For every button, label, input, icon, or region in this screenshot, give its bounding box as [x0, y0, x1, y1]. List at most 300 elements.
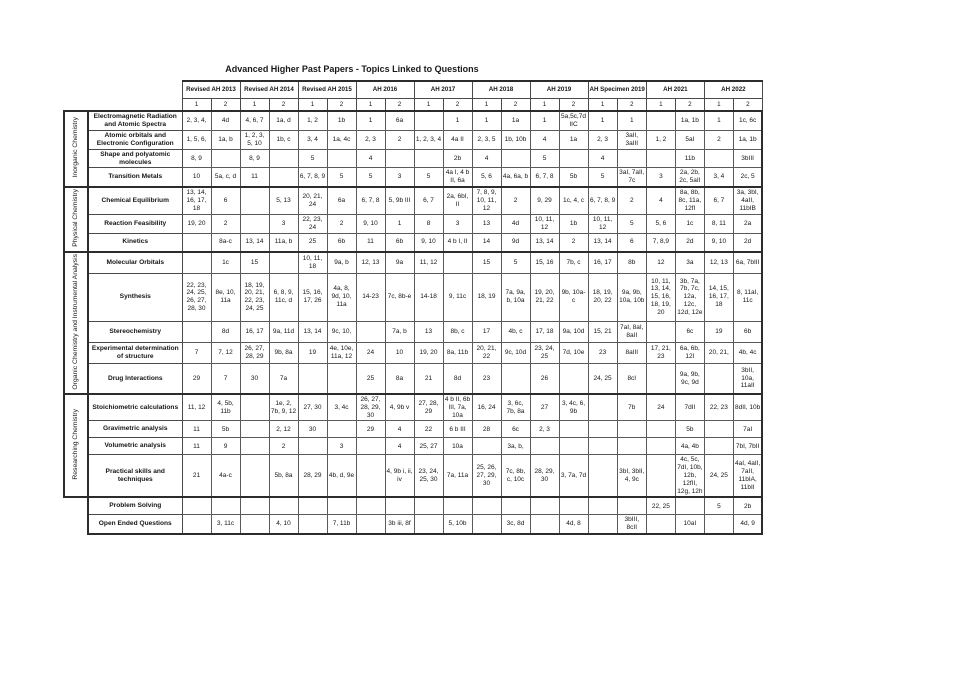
question-cell — [240, 455, 269, 497]
table-row — [64, 342, 762, 363]
question-cell — [501, 149, 530, 168]
question-cell — [704, 421, 733, 438]
question-cell: 6, 7, 8 — [356, 187, 385, 215]
question-cell: 8d — [211, 321, 240, 342]
year-header: Revised AH 2014 — [240, 81, 298, 99]
question-cell: 10, 11, 12 — [588, 215, 617, 234]
question-cell — [559, 438, 588, 455]
question-cell: 1 — [530, 111, 559, 130]
question-cell: 8aIII — [617, 342, 646, 363]
question-cell: 28 — [472, 421, 501, 438]
question-cell — [356, 497, 385, 515]
question-cell: 30 — [240, 363, 269, 394]
question-cell: 5, 13 — [269, 187, 298, 215]
question-cell — [617, 149, 646, 168]
question-cell — [240, 421, 269, 438]
question-cell: 3, 4c, 6, 9b — [559, 394, 588, 421]
question-cell: 7, 12 — [211, 342, 240, 363]
question-cell — [588, 394, 617, 421]
question-cell — [588, 497, 617, 515]
question-cell: 6b — [327, 234, 356, 252]
question-cell: 13, 14, 16, 17, 18 — [182, 187, 211, 215]
question-cell — [298, 515, 327, 534]
question-cell — [240, 497, 269, 515]
question-cell: 4, 6, 7 — [240, 111, 269, 130]
question-cell: 2b — [443, 149, 472, 168]
question-cell — [385, 497, 414, 515]
question-cell: 3 — [646, 168, 675, 187]
category-label: Inorganic Chemistry — [71, 117, 79, 178]
question-cell — [327, 149, 356, 168]
question-cell: 18, 19, 20, 22 — [588, 273, 617, 321]
question-cell: 4 b II, 6b III, 7a, 10a — [443, 394, 472, 421]
question-cell: 3bIII — [733, 149, 762, 168]
question-cell — [617, 421, 646, 438]
question-cell: 9a, 9b, 10a, 10b — [617, 273, 646, 321]
question-cell: 1b, 10b — [501, 130, 530, 149]
question-cell: 7, 8,9 — [646, 234, 675, 252]
table-row — [64, 273, 762, 321]
question-cell: 1e, 2, 7b, 9, 12 — [269, 394, 298, 421]
question-cell: 13, 14 — [298, 321, 327, 342]
question-cell: 1a, 1b — [733, 130, 762, 149]
question-cell: 22, 23, 24, 25, 26, 27, 28, 30 — [182, 273, 211, 321]
question-cell: 20, 21, 22 — [472, 342, 501, 363]
question-cell: 7aI, 8aI, 8aII — [617, 321, 646, 342]
question-cell: 4e, 10e, 11a, 12 — [327, 342, 356, 363]
question-cell: 9, 10 — [414, 234, 443, 252]
question-cell: 4c, 5c, 7dI, 10b, 12b, 12fII, 12g, 12h — [675, 455, 704, 497]
paper-header: 1 — [530, 99, 559, 112]
topic-label: Stoichiometric calculations — [88, 394, 182, 421]
question-cell — [646, 515, 675, 534]
paper-header: 2 — [733, 99, 762, 112]
question-cell: 27, 30 — [298, 394, 327, 421]
topic-label: Electromagnetic Radiation and Atomic Spectra — [88, 111, 182, 130]
topic-label: Transition Metals — [88, 168, 182, 187]
question-cell: 5, 6 — [472, 168, 501, 187]
question-cell: 29 — [356, 421, 385, 438]
question-cell: 5b, 8a — [269, 455, 298, 497]
question-cell — [269, 149, 298, 168]
question-cell: 16, 17 — [240, 321, 269, 342]
question-cell: 9, 29 — [530, 187, 559, 215]
question-cell: 8a, 11b — [443, 342, 472, 363]
question-cell — [646, 111, 675, 130]
question-cell: 4 — [530, 130, 559, 149]
question-cell: 18, 19, 20, 21, 22, 23, 24, 25 — [240, 273, 269, 321]
question-cell: 7a, 9a, b, 10a — [501, 273, 530, 321]
question-cell — [704, 149, 733, 168]
paper-header: 2 — [385, 99, 414, 112]
question-cell: 10, 11, 12 — [530, 215, 559, 234]
question-cell: 16, 17 — [588, 252, 617, 274]
question-cell: 6 — [211, 187, 240, 215]
question-cell: 5 — [327, 168, 356, 187]
question-cell: 3bIII, 8cII — [617, 515, 646, 534]
question-cell: 24, 25 — [588, 363, 617, 394]
question-cell: 1a, 1b — [675, 111, 704, 130]
question-cell: 2 — [501, 187, 530, 215]
question-cell: 2, 3, 5 — [472, 130, 501, 149]
question-cell: 4, 9b i, ii, iv — [385, 455, 414, 497]
paper-header: 1 — [240, 99, 269, 112]
question-cell: 14-18 — [414, 273, 443, 321]
question-cell: 4a I, 4 b II, 6a — [443, 168, 472, 187]
question-cell: 22 — [414, 421, 443, 438]
year-header: AH 2017 — [414, 81, 472, 99]
question-cell — [240, 438, 269, 455]
question-cell: 2a — [733, 215, 762, 234]
past-papers-table — [63, 80, 763, 535]
question-cell: 5b — [559, 168, 588, 187]
question-cell: 1, 5, 6, — [182, 130, 211, 149]
question-cell — [414, 111, 443, 130]
question-cell: 4b, c — [501, 321, 530, 342]
question-cell: 7, 11b — [327, 515, 356, 534]
question-cell: 7b, c — [559, 252, 588, 274]
question-cell — [414, 515, 443, 534]
question-cell: 6c — [675, 321, 704, 342]
question-cell — [646, 421, 675, 438]
question-cell: 3b, 7a, 7b, 7c, 12a, 12c, 12d, 12e — [675, 273, 704, 321]
table-row — [64, 394, 762, 421]
question-cell: 27, 28, 29 — [414, 394, 443, 421]
question-cell: 2, 3 — [356, 130, 385, 149]
question-cell: 1b — [327, 111, 356, 130]
question-cell — [704, 438, 733, 455]
question-cell: 3 — [443, 215, 472, 234]
question-cell: 4a, 4b — [675, 438, 704, 455]
question-cell: 6, 8, 9, 11c, d — [269, 273, 298, 321]
question-cell — [501, 363, 530, 394]
question-cell: 1b — [559, 215, 588, 234]
paper-header: 1 — [646, 99, 675, 112]
question-cell: 2, 3 — [588, 130, 617, 149]
question-cell: 14, 15, 16, 17, 18 — [704, 273, 733, 321]
question-cell: 15 — [472, 252, 501, 274]
question-cell: 3, 11c — [211, 515, 240, 534]
paper-header: 1 — [182, 99, 211, 112]
question-cell — [472, 438, 501, 455]
question-cell: 1 — [356, 111, 385, 130]
question-cell: 5aI — [675, 130, 704, 149]
question-cell — [646, 438, 675, 455]
question-cell — [298, 363, 327, 394]
question-cell — [588, 438, 617, 455]
question-cell: 9c, 10, — [327, 321, 356, 342]
question-cell: 24, 25 — [704, 455, 733, 497]
question-cell — [327, 421, 356, 438]
year-header: AH 2022 — [704, 81, 762, 99]
question-cell: 2 — [269, 438, 298, 455]
question-cell: 1 — [472, 111, 501, 130]
question-cell: 3c, 8d — [501, 515, 530, 534]
table-row — [64, 168, 762, 187]
question-cell — [327, 363, 356, 394]
question-cell: 5b — [675, 421, 704, 438]
topic-label: Problem Solving — [88, 497, 182, 515]
question-cell: 8, 11aI, 11c — [733, 273, 762, 321]
question-cell — [240, 394, 269, 421]
question-cell — [530, 497, 559, 515]
question-cell: 24 — [646, 394, 675, 421]
question-cell: 1 — [385, 215, 414, 234]
category-cell — [64, 111, 88, 187]
question-cell: 3 — [269, 215, 298, 234]
question-cell: 1b, c — [269, 130, 298, 149]
question-cell — [646, 363, 675, 394]
question-cell: 7aI — [733, 421, 762, 438]
question-cell: 25, 27 — [414, 438, 443, 455]
paper-header: 2 — [443, 99, 472, 112]
question-cell: 5 — [530, 149, 559, 168]
question-cell — [240, 187, 269, 215]
paper-header: 1 — [704, 99, 733, 112]
question-cell: 1c, 4, c — [559, 187, 588, 215]
year-header: AH 2019 — [530, 81, 588, 99]
question-cell: 6, 7, 8 — [530, 168, 559, 187]
paper-header: 2 — [559, 99, 588, 112]
question-cell: 11a, b — [269, 234, 298, 252]
paper-header: 2 — [269, 99, 298, 112]
question-cell: 29 — [182, 363, 211, 394]
question-cell: 6a — [385, 111, 414, 130]
question-cell — [704, 515, 733, 534]
question-cell: 4 — [646, 187, 675, 215]
table-row — [64, 149, 762, 168]
question-cell: 17 — [472, 321, 501, 342]
question-cell: 25 — [356, 363, 385, 394]
question-cell — [443, 252, 472, 274]
question-cell: 6, 7, 8, 9 — [588, 187, 617, 215]
question-cell: 4a, 8, 9d, 10, 11a — [327, 273, 356, 321]
question-cell: 4b, d, 9e — [327, 455, 356, 497]
question-cell: 13, 14 — [240, 234, 269, 252]
question-cell: 3bI, 3bII, 4, 9c — [617, 455, 646, 497]
question-cell: 6, 7, 8, 9 — [298, 168, 327, 187]
question-cell: 1, 2, 3, 5, 10 — [240, 130, 269, 149]
question-cell: 7bI, 7bII — [733, 438, 762, 455]
category-cell — [64, 252, 88, 394]
paper-header: 2 — [211, 99, 240, 112]
question-cell: 8, 9 — [240, 149, 269, 168]
question-cell — [269, 168, 298, 187]
question-cell: 12, 13 — [356, 252, 385, 274]
question-cell: 10, 11, 18 — [298, 252, 327, 274]
question-cell: 8e, 10, 11a — [211, 273, 240, 321]
table-row — [64, 215, 762, 234]
question-cell: 8a-c — [211, 234, 240, 252]
question-cell: 12, 13 — [704, 252, 733, 274]
question-cell: 23 — [588, 342, 617, 363]
paper-header: 1 — [472, 99, 501, 112]
question-cell: 11b — [675, 149, 704, 168]
category-cell — [64, 497, 88, 534]
question-cell: 23, 24, 25, 30 — [414, 455, 443, 497]
question-cell: 21 — [414, 363, 443, 394]
question-cell — [588, 515, 617, 534]
question-cell: 1a, 4c — [327, 130, 356, 149]
question-cell: 6 — [617, 234, 646, 252]
paper-header: 1 — [414, 99, 443, 112]
question-cell: 20, 21, 24 — [298, 187, 327, 215]
table-row — [64, 321, 762, 342]
question-cell: 5, 10b — [443, 515, 472, 534]
question-cell: 3b iii, 8f — [385, 515, 414, 534]
table-row — [64, 234, 762, 252]
category-label: Organic Chemistry and Instrumental Analysis — [71, 253, 79, 390]
table-row — [64, 455, 762, 497]
question-cell: 8d — [443, 363, 472, 394]
question-cell: 4d — [211, 111, 240, 130]
question-cell: 3, 7a, 7d — [559, 455, 588, 497]
question-cell: 13 — [414, 321, 443, 342]
question-cell — [443, 497, 472, 515]
page-title: Advanced Higher Past Papers - Topics Linked to Questions — [225, 64, 479, 74]
topic-label: Reaction Feasibility — [88, 215, 182, 234]
question-cell: 6b — [733, 321, 762, 342]
question-cell: 5 — [356, 168, 385, 187]
question-cell: 7c, 8b-e — [385, 273, 414, 321]
question-cell: 3, 4 — [704, 168, 733, 187]
question-cell — [559, 149, 588, 168]
question-cell: 2 — [211, 215, 240, 234]
topic-label: Synthesis — [88, 273, 182, 321]
question-cell — [588, 455, 617, 497]
corner-spacer — [64, 81, 182, 111]
question-cell: 2c, 5 — [733, 168, 762, 187]
question-cell: 9a, 10d — [559, 321, 588, 342]
question-cell: 9, 10 — [704, 234, 733, 252]
question-cell: 7b — [617, 394, 646, 421]
question-cell: 7a, 11a — [443, 455, 472, 497]
table-row — [64, 363, 762, 394]
year-header-row — [64, 81, 762, 99]
question-cell: 1, 2 — [646, 130, 675, 149]
question-cell: 2b — [733, 497, 762, 515]
question-cell: 4a-c — [211, 455, 240, 497]
question-cell — [182, 321, 211, 342]
question-cell — [211, 149, 240, 168]
question-cell: 23 — [472, 363, 501, 394]
question-cell: 22, 23, 24 — [298, 215, 327, 234]
table-row — [64, 187, 762, 215]
question-cell: 4, 9b v — [385, 394, 414, 421]
question-cell: 15, 16, 17, 26 — [298, 273, 327, 321]
question-cell: 1 — [443, 111, 472, 130]
question-cell: 19, 20 — [182, 215, 211, 234]
question-cell: 15, 21 — [588, 321, 617, 342]
question-cell: 9a — [385, 252, 414, 274]
question-cell: 1a, d — [269, 111, 298, 130]
question-cell: 10, 11, 13, 14, 15, 16, 18, 19, 20 — [646, 273, 675, 321]
question-cell: 7d, 10e — [559, 342, 588, 363]
question-cell: 7dII — [675, 394, 704, 421]
question-cell — [588, 421, 617, 438]
topic-label: Practical skills and techniques — [88, 455, 182, 497]
question-cell: 9c, 10d — [501, 342, 530, 363]
question-cell: 5a, c, d — [211, 168, 240, 187]
question-cell: 9b, 8a — [269, 342, 298, 363]
question-cell — [385, 149, 414, 168]
question-cell: 7 — [211, 363, 240, 394]
question-cell: 4 — [385, 421, 414, 438]
question-cell: 6 b III — [443, 421, 472, 438]
category-cell — [64, 394, 88, 497]
topic-label: Stereochemistry — [88, 321, 182, 342]
question-cell — [298, 497, 327, 515]
table-row — [64, 515, 762, 534]
question-cell: 18, 19 — [472, 273, 501, 321]
question-cell: 9 — [211, 438, 240, 455]
question-cell: 5a,5c,7d IIC — [559, 111, 588, 130]
question-cell: 1, 2 — [298, 111, 327, 130]
question-cell: 14-23 — [356, 273, 385, 321]
question-cell: 8b — [617, 252, 646, 274]
question-cell: 6a, 6b, 12I — [675, 342, 704, 363]
question-cell: 4d — [501, 215, 530, 234]
question-cell: 9a, 9b, 9c, 9d — [675, 363, 704, 394]
paper-header: 1 — [356, 99, 385, 112]
question-cell — [559, 497, 588, 515]
question-cell: 3aI, 7aII, 7c — [617, 168, 646, 187]
question-cell: 3a, b, — [501, 438, 530, 455]
question-cell — [356, 515, 385, 534]
question-cell — [530, 438, 559, 455]
question-cell: 8, 11 — [704, 215, 733, 234]
question-cell: 12 — [646, 252, 675, 274]
paper-header: 2 — [501, 99, 530, 112]
question-cell: 17, 18 — [530, 321, 559, 342]
question-cell: 3, 6c, 7b, 8a — [501, 394, 530, 421]
question-cell: 6, 7 — [414, 187, 443, 215]
question-cell: 3a, 3bI, 4aII, 11bIB — [733, 187, 762, 215]
question-cell: 4d, 9 — [733, 515, 762, 534]
question-cell — [356, 438, 385, 455]
question-cell — [182, 234, 211, 252]
question-cell — [501, 497, 530, 515]
question-cell: 13, 14 — [530, 234, 559, 252]
topic-label: Molecular Orbitals — [88, 252, 182, 274]
question-cell: 1c, 6c — [733, 111, 762, 130]
question-cell: 11 — [182, 421, 211, 438]
question-cell: 28, 29 — [298, 455, 327, 497]
question-cell: 25 — [298, 234, 327, 252]
topic-label: Gravimetric analysis — [88, 421, 182, 438]
question-cell — [617, 438, 646, 455]
question-cell: 26 — [530, 363, 559, 394]
question-cell: 4, 10 — [269, 515, 298, 534]
question-cell: 19 — [298, 342, 327, 363]
question-cell: 1c — [211, 252, 240, 274]
question-cell: 5, 9b III — [385, 187, 414, 215]
question-cell: 7c, 8b, c, 10c — [501, 455, 530, 497]
question-cell: 10aI — [675, 515, 704, 534]
question-cell: 2 — [385, 130, 414, 149]
question-cell: 1a, b — [211, 130, 240, 149]
topic-label: Drug Interactions — [88, 363, 182, 394]
question-cell: 28, 29, 30 — [530, 455, 559, 497]
question-cell — [559, 421, 588, 438]
question-cell: 21 — [182, 455, 211, 497]
question-cell — [704, 363, 733, 394]
question-cell — [675, 497, 704, 515]
question-cell: 4 — [385, 438, 414, 455]
question-cell — [646, 455, 675, 497]
question-cell — [646, 149, 675, 168]
question-cell: 2, 3, 4, — [182, 111, 211, 130]
